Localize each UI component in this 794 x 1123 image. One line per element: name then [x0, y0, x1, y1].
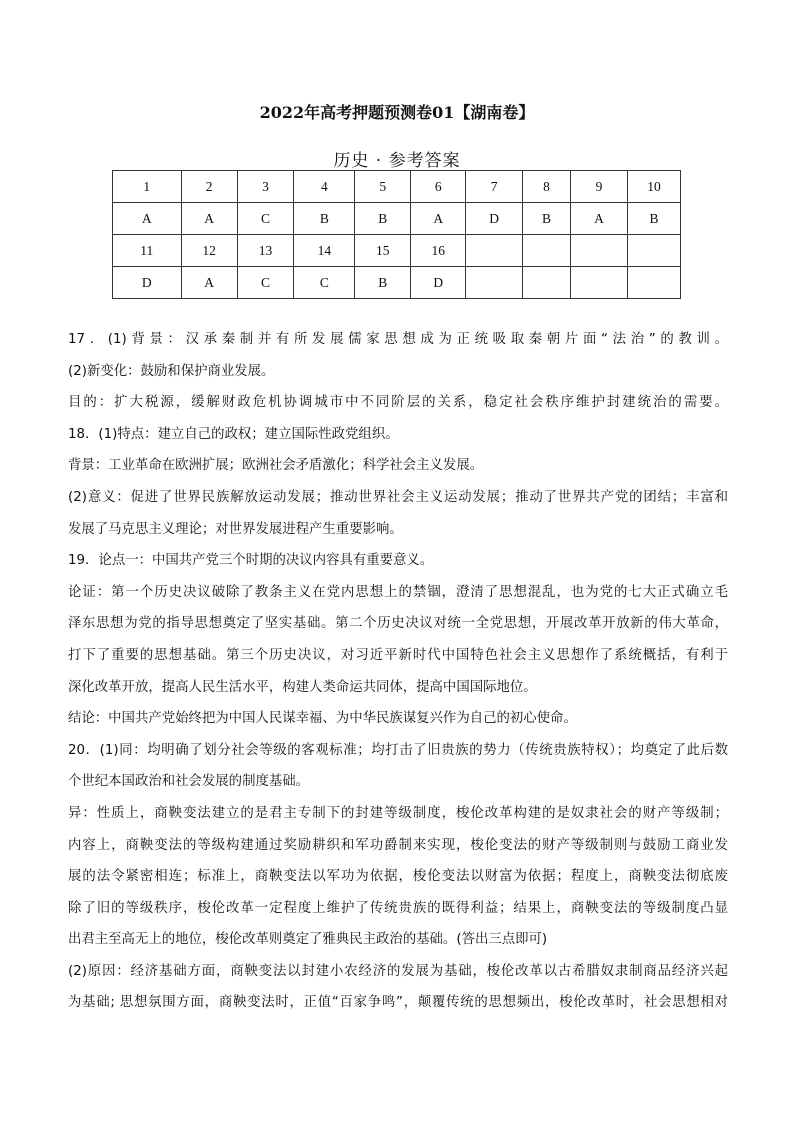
answer-table-cell: 3	[237, 171, 294, 203]
answer-table-cell: D	[411, 267, 466, 299]
answer-table-row	[113, 171, 681, 203]
answer-table-cell: 10	[627, 171, 680, 203]
answer-table-cell: 9	[571, 171, 628, 203]
answer-table-row	[113, 235, 681, 267]
text-line: 深化改革开放，提高人民生活水平，构建人类命运共同体，提高中国国际地位。	[68, 679, 537, 695]
text-line: 除了旧的等级秩序，梭伦改革一定程度上维护了传统贵族的既得利益；结果上，商鞅变法的等级制度凸显	[68, 900, 728, 916]
answer-table	[112, 170, 681, 299]
text-line: 为基础; 思想氛围方面，商鞅变法时，正值“百家争鸣”，颠覆传统的思想频出，梭伦改革时，社会思想相对	[68, 995, 728, 1011]
answer-table-cell	[466, 267, 523, 299]
answer-table-cell: D	[466, 203, 523, 235]
answer-table-cell: C	[237, 267, 294, 299]
answer-table-cell: 13	[237, 235, 294, 267]
answer-table-cell	[571, 235, 628, 267]
answer-table-cell: B	[294, 203, 355, 235]
answer-table-cell: 8	[523, 171, 571, 203]
answer-table-cell	[523, 235, 571, 267]
text-line: 展的法令紧密相连；标准上，商鞅变法以军功为依据，梭伦变法以财富为依据；程度上，商鞅变法彻底废	[68, 869, 728, 885]
answer-table-cell: C	[294, 267, 355, 299]
answer-table-cell: 2	[181, 171, 237, 203]
answer-table-cell: B	[627, 203, 680, 235]
answer-table-cell: 16	[411, 235, 466, 267]
text-line: 19．论点一：中国共产党三个时期的决议内容具有重要意义。	[68, 553, 434, 569]
answer-table-cell: B	[523, 203, 571, 235]
answer-table-cell: 7	[466, 171, 523, 203]
text-line: 泽东思想为党的指导思想奠定了坚实基础。第二个历史决议对统一全党思想，开展改革开放新的伟大革命，	[68, 616, 728, 632]
text-line: 20．(1)同：均明确了划分社会等级的客观标准；均打击了旧贵族的势力（传统贵族特权）；均奠定了此后数	[68, 742, 728, 758]
answer-table-cell: A	[181, 203, 237, 235]
answer-table-cell: A	[181, 267, 237, 299]
text-line: 背景：工业革命在欧洲扩展；欧洲社会矛盾激化；科学社会主义发展。	[68, 458, 484, 474]
text-line: 18．(1)特点：建立自己的政权；建立国际性政党组织。	[68, 426, 399, 442]
page-title: 2022年高考押题预测卷01【湖南卷】	[259, 103, 535, 122]
text-line: (2)原因：经济基础方面，商鞅变法以封建小农经济的发展为基础，梭伦改革以古希腊奴隶制商品经济兴起	[68, 963, 728, 979]
answer-table-cell	[466, 235, 523, 267]
text-line: 出君主至高无上的地位，梭伦改革则奠定了雅典民主政治的基础。(答出三点即可)	[68, 932, 548, 948]
text-line: 个世纪本国政治和社会发展的制度基础。	[68, 774, 310, 790]
answer-content	[68, 324, 728, 1019]
answer-table-row	[113, 267, 681, 299]
answer-table-cell: A	[571, 203, 628, 235]
answer-table-cell: 11	[113, 235, 182, 267]
answer-table-cell: D	[113, 267, 182, 299]
text-line: (2)新变化：鼓励和保护商业发展。	[68, 363, 275, 379]
text-line: 17．(1)背景：汉承秦制并有所发展儒家思想成为正统吸取秦朝片面“法治”的教训。	[68, 332, 728, 347]
answer-table-cell: C	[237, 203, 294, 235]
answer-table-cell: A	[113, 203, 182, 235]
answer-table-cell	[523, 267, 571, 299]
answer-table-cell: 1	[113, 171, 182, 203]
answer-table-cell: 5	[355, 171, 411, 203]
text-line: 结论：中国共产党始终把为中国人民谋幸福、为中华民族谋复兴作为自己的初心使命。	[68, 711, 577, 727]
text-line: 目的：扩大税源，缓解财政危机协调城市中不同阶层的关系，稳定社会秩序维护封建统治的需要。	[68, 395, 728, 411]
text-line: 发展了马克思主义理论；对世界发展进程产生重要影响。	[68, 521, 403, 537]
answer-table-cell: A	[411, 203, 466, 235]
text-line: 论证：第一个历史决议破除了教条主义在党内思想上的禁锢，澄清了思想混乱，也为党的七大正式确立毛	[68, 584, 728, 600]
answer-table-cell	[627, 235, 680, 267]
answer-table-cell: 6	[411, 171, 466, 203]
answer-table-cell: 15	[355, 235, 411, 267]
text-line: (2)意义：促进了世界民族解放运动发展；推动世界社会主义运动发展；推动了世界共产党的团结；丰富和	[68, 489, 728, 505]
answer-table-cell: 14	[294, 235, 355, 267]
answer-table-row	[113, 203, 681, 235]
text-line: 异：性质上，商鞅变法建立的是君主专制下的封建等级制度，梭伦改革构建的是奴隶社会的财产等级制；	[68, 805, 728, 821]
answer-table-cell: 12	[181, 235, 237, 267]
answer-table-cell	[571, 267, 628, 299]
page-subtitle: 历史 · 参考答案	[333, 151, 461, 171]
answer-table-cell: 4	[294, 171, 355, 203]
answer-table-cell	[627, 267, 680, 299]
answer-table-cell: B	[355, 203, 411, 235]
text-line: 内容上，商鞅变法的等级构建通过奖励耕织和军功爵制来实现，梭伦变法的财产等级制则与鼓励工商业发	[68, 837, 728, 853]
text-line: 打下了重要的思想基础。第三个历史决议，对习近平新时代中国特色社会主义思想作了系统概括，有利于	[68, 647, 728, 663]
answer-table-cell: B	[355, 267, 411, 299]
